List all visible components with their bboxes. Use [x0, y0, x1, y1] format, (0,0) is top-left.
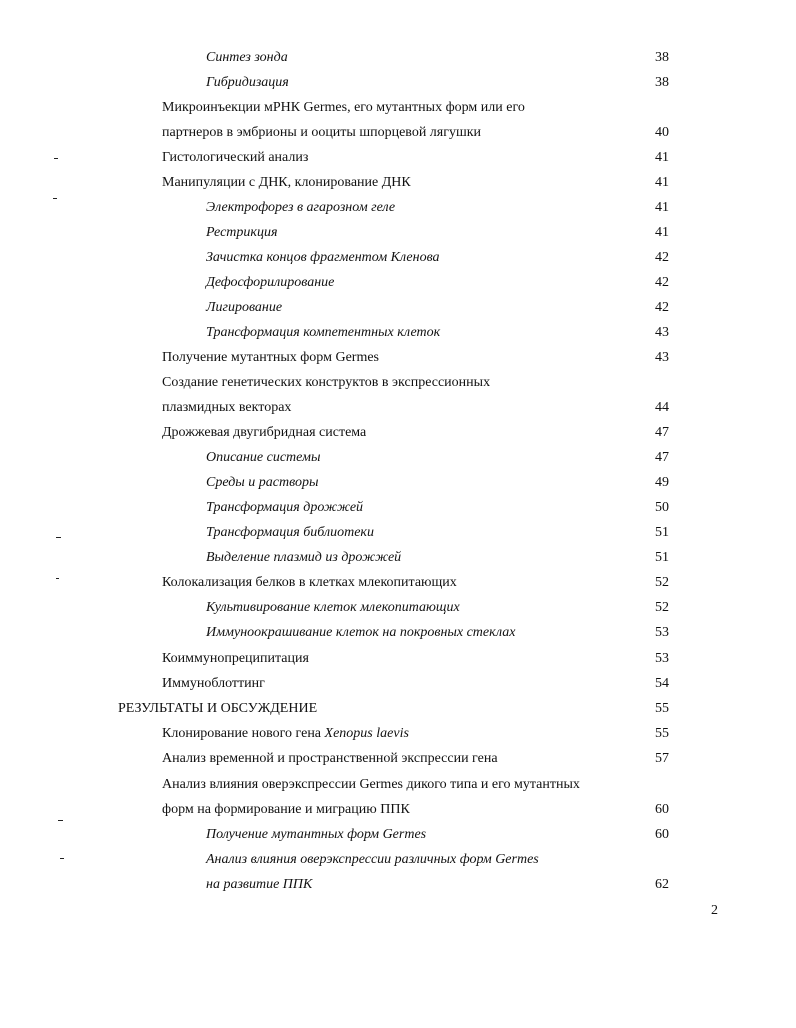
- toc-entry-page: 60: [655, 802, 669, 817]
- toc-entry-page: 38: [655, 75, 669, 90]
- toc-entry-page: 40: [655, 125, 669, 140]
- toc-entry-title-continued: партнеров в эмбрионы и ооциты шпорцевой лягушки: [162, 125, 482, 140]
- page-number: 2: [711, 903, 718, 918]
- toc-entry-title: Зачистка концов фрагментом Кленова: [206, 250, 440, 265]
- toc-entry-page: 41: [655, 225, 669, 240]
- toc-entry-page: 43: [655, 350, 669, 365]
- toc-section-heading: РЕЗУЛЬТАТЫ И ОБСУЖДЕНИЕ: [118, 701, 318, 716]
- toc-entry-title: Описание системы: [206, 450, 321, 465]
- toc-entry-page: 60: [655, 827, 669, 842]
- toc-entry-title: Синтез зонда: [206, 50, 288, 65]
- scan-speck: [54, 158, 58, 159]
- toc-entry-title: Дефосфорилирование: [206, 275, 335, 290]
- toc-entry-title: Культивирование клеток млекопитающих: [206, 600, 460, 615]
- toc-entry-page: 49: [655, 475, 669, 490]
- toc-entry-title: Гибридизация: [206, 75, 289, 90]
- toc-entry-title: Иммуноблоттинг: [162, 676, 265, 691]
- toc-entry-page: 43: [655, 325, 669, 340]
- toc-entry-title: Среды и растворы: [206, 475, 319, 490]
- toc-entry-title: Колокализация белков в клетках млекопитающих: [162, 575, 457, 590]
- toc-entry-page: 44: [655, 400, 669, 415]
- toc-entry-page: 53: [655, 651, 669, 666]
- toc-entry-title: Иммуноокрашивание клеток на покровных стеклах: [206, 625, 516, 640]
- toc-entry-page: 47: [655, 450, 669, 465]
- toc-entry-title: Анализ влияния оверэкспрессии Germes дикого типа и его мутантных: [162, 777, 580, 792]
- toc-entry-page: 38: [655, 50, 669, 65]
- toc-entry-page: 55: [655, 701, 669, 716]
- scan-speck: [60, 858, 64, 859]
- toc-entry-title: Гистологический анализ: [162, 150, 309, 165]
- toc-entry-title-text: Клонирование нового гена: [162, 726, 325, 741]
- toc-entry-page: 51: [655, 525, 669, 540]
- toc-entry-title: Анализ влияния оверэкспрессии различных форм Germes: [206, 852, 539, 867]
- toc-entry-page: 41: [655, 200, 669, 215]
- toc-entry-page: 53: [655, 625, 669, 640]
- scan-speck: [56, 537, 61, 538]
- toc-entry-page: 52: [655, 600, 669, 615]
- scan-speck: [56, 578, 59, 579]
- toc-entry-title: Трансформация дрожжей: [206, 500, 364, 515]
- toc-entry-title: Получение мутантных форм Germes: [162, 350, 379, 365]
- toc-entry-title: Дрожжевая двугибридная система: [162, 425, 367, 440]
- toc-entry-page: 42: [655, 275, 669, 290]
- toc-entry-page: 47: [655, 425, 669, 440]
- toc-entry-page: 51: [655, 550, 669, 565]
- toc-entry-title: Манипуляции с ДНК, клонирование ДНК: [162, 175, 411, 190]
- toc-entry-page: 62: [655, 877, 669, 892]
- toc-entry-page: 57: [655, 751, 669, 766]
- toc-entry-page: 55: [655, 726, 669, 741]
- toc-entry-page: 41: [655, 150, 669, 165]
- toc-entry-title-continued: форм на формирование и миграцию ППК: [162, 802, 410, 817]
- scan-speck: [58, 820, 63, 821]
- toc-entry-page: 42: [655, 250, 669, 265]
- toc-entry-title: Анализ временной и пространственной экспрессии гена: [162, 751, 498, 766]
- toc-entry-page: 54: [655, 676, 669, 691]
- toc-entry-page: 41: [655, 175, 669, 190]
- toc-entry-title: Выделение плазмид из дрожжей: [206, 550, 402, 565]
- toc-entry-title: [162, 725, 409, 742]
- toc-entry-page: 50: [655, 500, 669, 515]
- toc-entry-title: Электрофорез в агарозном геле: [206, 200, 396, 215]
- toc-entry-title: Трансформация компетентных клеток: [206, 325, 441, 340]
- toc-entry-title: Рестрикция: [206, 225, 278, 240]
- toc-entry-title-continued: плазмидных векторах: [162, 400, 292, 415]
- toc-entry-title: Микроинъекции мРНК Germes, его мутантных форм или его: [162, 100, 525, 115]
- toc-entry-title: Создание генетических конструктов в экспрессионных: [162, 375, 491, 390]
- toc-entry-title: Трансформация библиотеки: [206, 525, 374, 540]
- toc-entry-title-continued: на развитие ППК: [206, 877, 313, 892]
- toc-entry-page: 52: [655, 575, 669, 590]
- species-name: Xenopus laevis: [324, 726, 409, 741]
- toc-entry-title: Коиммунопреципитация: [162, 651, 309, 666]
- toc-entry-title: Лигирование: [206, 300, 283, 315]
- toc-entry-title: Получение мутантных форм Germes: [206, 827, 427, 842]
- scan-speck: [53, 198, 57, 199]
- toc-entry-page: 42: [655, 300, 669, 315]
